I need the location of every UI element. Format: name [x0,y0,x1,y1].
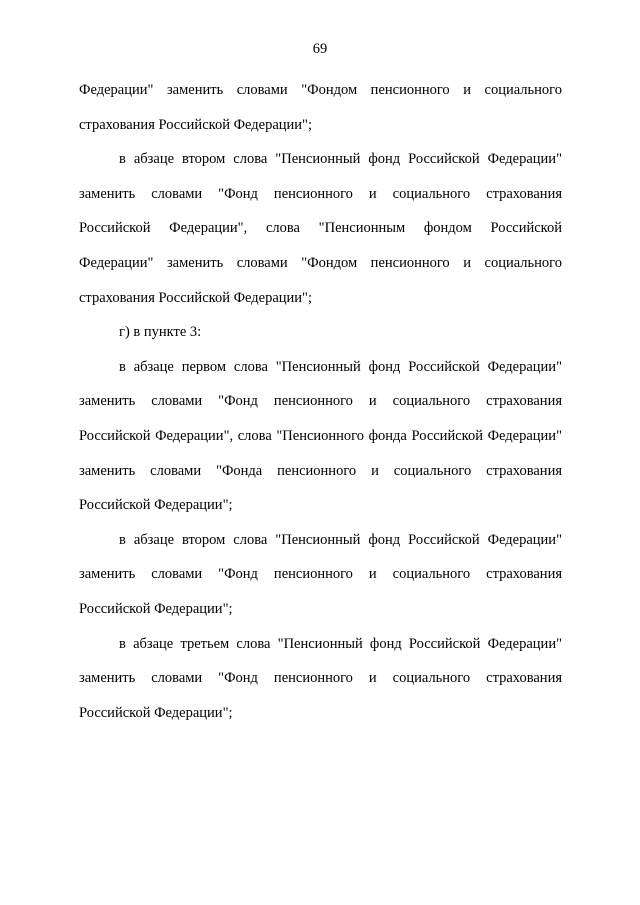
paragraph-5: в абзаце втором слова "Пенсионный фонд Российской Федерации" заменить словами "Фонд пенсионного и социального страхования Российской Федерации"; [79,531,562,617]
document-body [79,73,562,730]
paragraph-1: Федерации" заменить словами "Фондом пенсионного и социального страхования Российской Федерации"; [79,82,562,133]
paragraph-2: в абзаце втором слова "Пенсионный фонд Российской Федерации" заменить словами "Фонд пенсионного и социального страхования Российской Федерации", слова "Пенсионным фондом Российской Федерации" заменить словами "Фондом пенсионного и социального страхования Российской Федерации"; [79,151,562,306]
page-number: 69 [312,41,328,57]
paragraph-6: в абзаце третьем слова "Пенсионный фонд Российской Федерации" заменить словами "Фонд пенсионного и социального страхования Российской Федерации"; [79,635,562,721]
paragraph-3: г) в пункте 3: [119,324,202,341]
paragraph-4: в абзаце первом слова "Пенсионный фонд Российской Федерации" заменить словами "Фонд пенсионного и социального страхования Российской Федерации", слова "Пенсионного фонда Российской Федерации" заменить словами "Фонда пенсионного и социального страхования Российской Федерации"; [79,358,562,514]
